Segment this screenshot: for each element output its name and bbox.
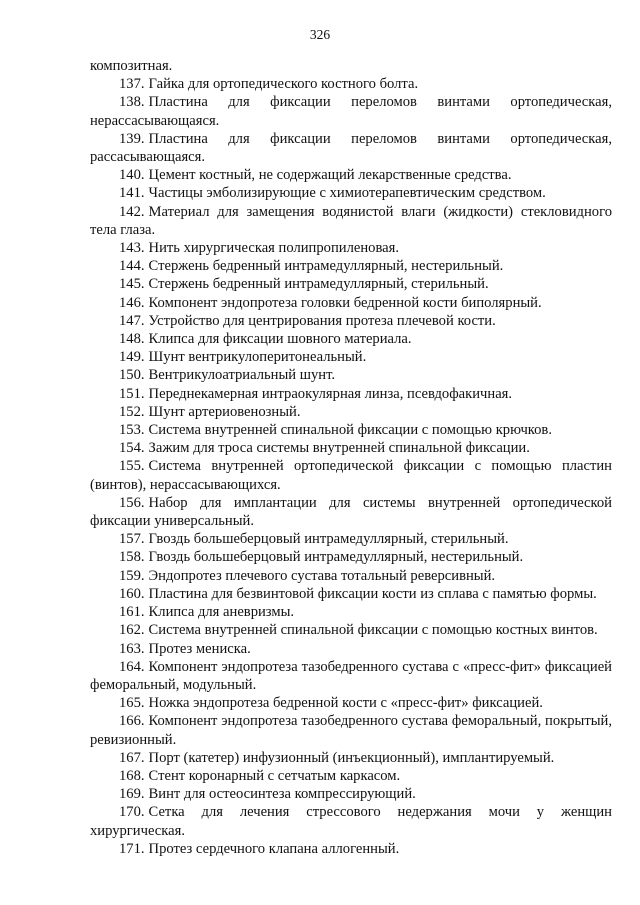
item-text: Материал для замещения водянистой влаги (жидкости) стекловидного тела глаза. (90, 203, 612, 238)
item-text: Пластина для безвинтовой фиксации кости из сплава с памятью формы. (148, 585, 597, 602)
item-number: 163. (119, 640, 145, 657)
item-number: 150. (119, 367, 145, 384)
page-number: 326 (309, 27, 331, 42)
item-text: Гайка для ортопедического костного болта. (148, 76, 419, 93)
list-item (90, 567, 612, 585)
list-item (90, 749, 612, 767)
item-text: Нить хирургическая полипропиленовая. (148, 240, 399, 257)
item-text: Система внутренней ортопедической фиксации с помощью пластин (винтов), нерассасывающихся. (90, 458, 612, 493)
item-text: Вентрикулоатриальный шунт. (148, 367, 336, 384)
item-number: 153. (119, 422, 145, 439)
item-text: Переднекамерная интраокулярная линза, псевдофакичная. (148, 385, 513, 402)
item-number: 141. (119, 185, 145, 202)
item-number: 158. (119, 549, 145, 566)
list-item (90, 767, 612, 785)
item-text: Шунт артериовенозный. (148, 403, 301, 420)
list-item (90, 457, 612, 493)
item-text: Гвоздь большеберцовый интрамедуллярный, стерильный. (148, 531, 509, 548)
item-number: 143. (119, 240, 145, 257)
item-number: 145. (119, 276, 145, 293)
item-text: Стержень бедренный интрамедуллярный, стерильный. (148, 276, 489, 293)
item-text: Компонент эндопротеза тазобедренного сустава с «пресс-фит» фиксацией феморальный, модульный. (90, 658, 612, 693)
item-text: Компонент эндопротеза головки бедренной кости биполярный. (148, 294, 542, 311)
list-item (90, 330, 612, 348)
list-item (90, 203, 612, 239)
item-number: 155. (119, 458, 145, 475)
list-item (90, 275, 612, 293)
item-number: 156. (119, 494, 145, 511)
item-number: 157. (119, 531, 145, 548)
list-item (90, 803, 612, 839)
item-number: 171. (119, 840, 145, 857)
list-item (90, 640, 612, 658)
item-number: 169. (119, 786, 145, 803)
item-text: Гвоздь большеберцовый интрамедуллярный, нестерильный. (148, 549, 524, 566)
list-item (90, 694, 612, 712)
item-text: Частицы эмболизирующие с химиотерапевтическим средством. (148, 185, 546, 202)
list-item (90, 603, 612, 621)
item-text: Шунт вентрикулоперитонеальный. (148, 349, 367, 366)
list-item (90, 785, 612, 803)
item-text: Устройство для центрирования протеза плечевой кости. (148, 312, 496, 329)
list-item (90, 585, 612, 603)
item-number: 140. (119, 167, 145, 184)
list-item (90, 403, 612, 421)
item-number: 164. (119, 658, 145, 675)
list-item (90, 166, 612, 184)
item-text: Сетка для лечения стрессового недержания мочи у женщин хирургическая. (90, 804, 612, 839)
item-number: 161. (119, 604, 145, 621)
item-text: Клипса для аневризмы. (148, 604, 295, 621)
list-item (90, 75, 612, 93)
item-list (90, 75, 612, 858)
list-item (90, 494, 612, 530)
list-item (90, 385, 612, 403)
list-item (90, 239, 612, 257)
item-number: 144. (119, 258, 145, 275)
list-item (90, 294, 612, 312)
item-text: Набор для имплантации для системы внутренней ортопедической фиксации универсальный. (90, 494, 612, 530)
document-body (90, 57, 612, 858)
item-number: 165. (119, 695, 145, 712)
list-item (90, 366, 612, 384)
list-item (90, 348, 612, 366)
item-number: 149. (119, 349, 145, 366)
item-number: 167. (119, 749, 145, 766)
item-text: Зажим для троса системы внутренней спинальной фиксации. (148, 440, 530, 457)
item-text: Ножка эндопротеза бедренной кости с «пресс-фит» фиксацией. (148, 695, 543, 712)
item-number: 142. (119, 203, 145, 220)
list-item (90, 621, 612, 639)
item-number: 160. (119, 585, 145, 602)
item-number: 159. (119, 567, 145, 584)
item-text: Стержень бедренный интрамедуллярный, нестерильный. (148, 258, 504, 275)
list-item (90, 658, 612, 694)
list-item (90, 421, 612, 439)
item-number: 138. (119, 94, 145, 111)
item-number: 139. (119, 130, 145, 147)
item-text: Порт (катетер) инфузионный (инъекционный), имплантируемый. (148, 749, 555, 766)
item-number: 170. (119, 804, 145, 821)
item-text: Стент коронарный с сетчатым каркасом. (148, 767, 401, 784)
item-text: Протез сердечного клапана аллогенный. (148, 840, 400, 857)
item-number: 147. (119, 312, 145, 329)
list-item (90, 312, 612, 330)
list-item (90, 93, 612, 129)
item-number: 137. (119, 76, 145, 93)
item-text: Цемент костный, не содержащий лекарственные средства. (148, 167, 512, 184)
item-number: 162. (119, 622, 145, 639)
item-number: 166. (119, 713, 145, 730)
list-item (90, 439, 612, 457)
item-text: Протез мениска. (148, 640, 251, 657)
list-item (90, 840, 612, 858)
item-text: Винт для остеосинтеза компрессирующий. (148, 786, 416, 803)
item-text: Пластина для фиксации переломов винтами ортопедическая, рассасывающаяся. (90, 130, 612, 166)
list-item (90, 530, 612, 548)
item-number: 151. (119, 385, 145, 402)
item-text: Клипса для фиксации шовного материала. (148, 331, 412, 348)
item-number: 148. (119, 331, 145, 348)
list-item (90, 130, 612, 166)
item-number: 154. (119, 440, 145, 457)
item-number: 168. (119, 767, 145, 784)
list-item (90, 257, 612, 275)
item-text: Система внутренней спинальной фиксации с помощью костных винтов. (148, 622, 598, 639)
item-number: 146. (119, 294, 145, 311)
item-text: Компонент эндопротеза тазобедренного сустава феморальный, покрытый, ревизионный. (90, 713, 612, 748)
item-text: Система внутренней спинальной фиксации с помощью крючков. (148, 422, 552, 439)
list-item (90, 548, 612, 566)
continued-text: композитная. (90, 58, 173, 74)
list-item (90, 184, 612, 202)
list-item (90, 712, 612, 748)
item-text: Пластина для фиксации переломов винтами ортопедическая, нерассасывающаяся. (90, 94, 612, 129)
item-text: Эндопротез плечевого сустава тотальный реверсивный. (148, 567, 496, 584)
item-number: 152. (119, 403, 145, 420)
